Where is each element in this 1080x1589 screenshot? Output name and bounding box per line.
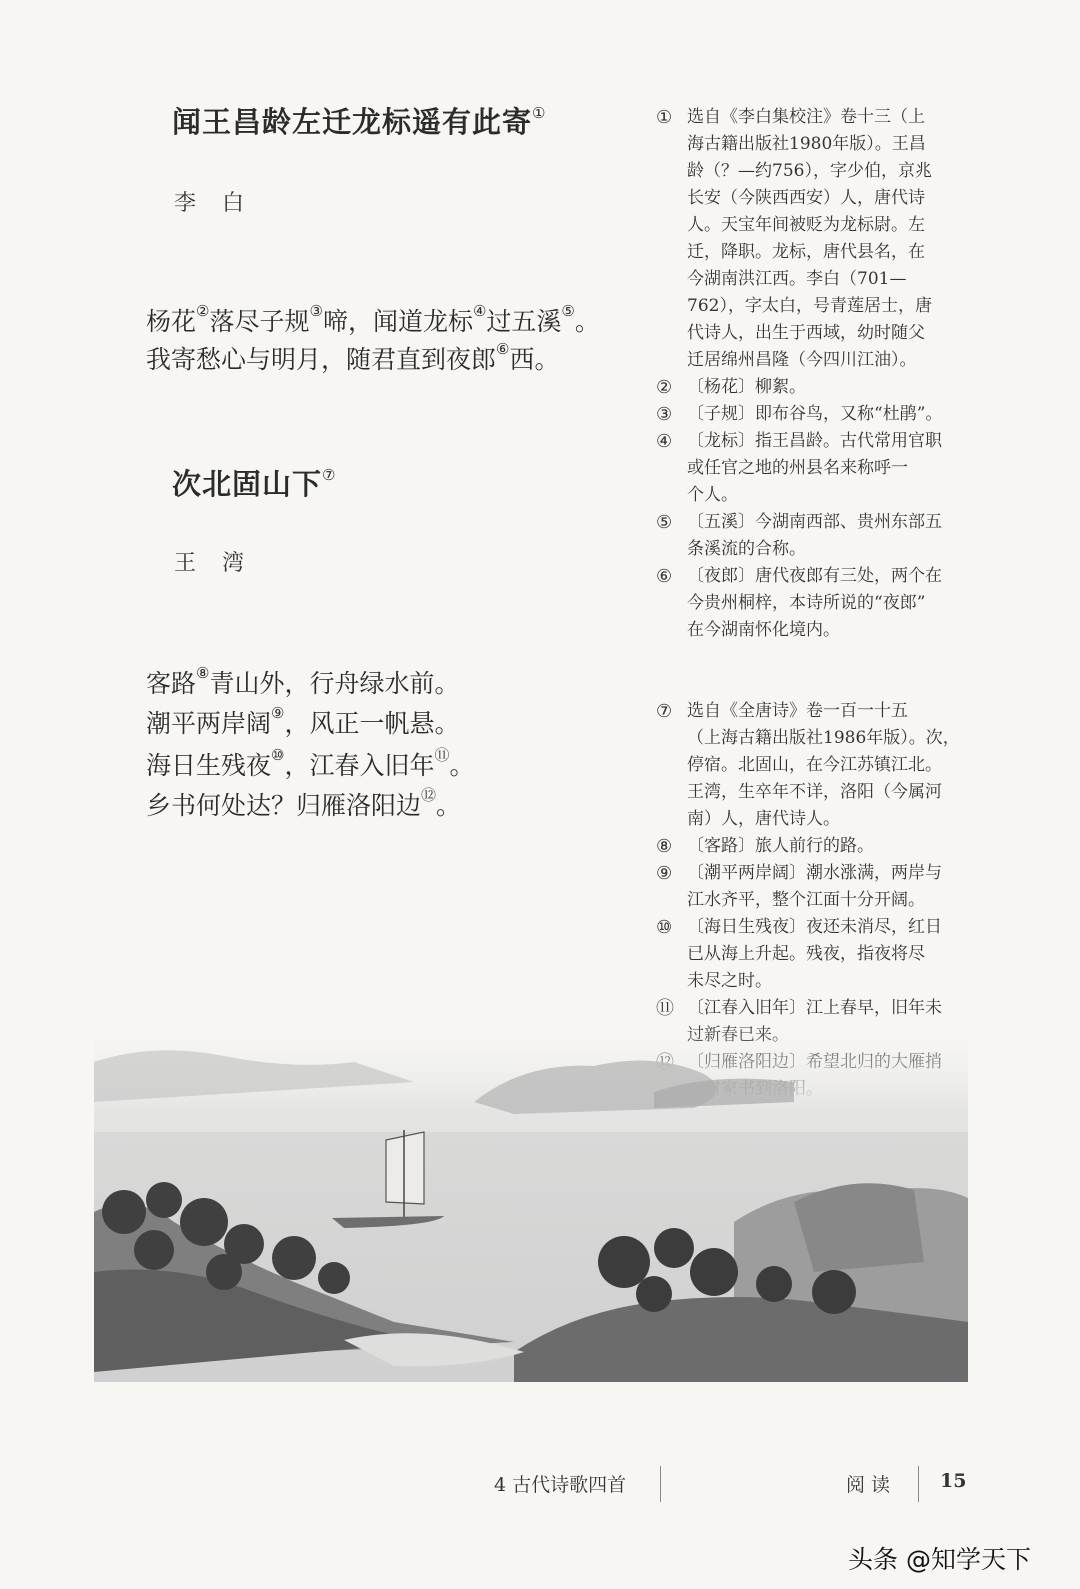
footnote-line: 〔潮平两岸阔〕潮水涨满，两岸与: [687, 863, 942, 883]
footnote-line: 王湾，生卒年不详，洛阳（今属河: [687, 782, 942, 802]
footnote-line: 未尽之时。: [687, 971, 772, 991]
footnote-text: [687, 563, 968, 644]
footnote-number: ⑦: [656, 701, 673, 722]
footnote-text: [687, 428, 968, 509]
footnote-number: ②: [656, 377, 673, 398]
footnote: [656, 563, 968, 644]
poem2-line-3: [146, 744, 475, 782]
notes-poem1: [656, 104, 968, 644]
footnote-line: 今湖南洪江西。李白（701—: [687, 269, 907, 289]
poem2-title: [172, 462, 336, 503]
poem-text: 杨花: [146, 307, 197, 336]
poem-text: 潮平两岸阔: [146, 709, 272, 738]
footnote: [656, 374, 968, 401]
note-marker: ⑧: [196, 664, 210, 682]
footnote-text: [687, 914, 968, 995]
poem-text: 青山外，行舟绿水前。: [209, 669, 460, 698]
footnote-line: 在今湖南怀化境内。: [687, 620, 840, 640]
footnote-number: ⑤: [656, 512, 673, 533]
footnote-line: 〔夜郎〕唐代夜郎有三处，两个在: [687, 566, 942, 586]
note-marker: ⑥: [496, 340, 510, 358]
footnote-line: 龄（？—约756），字少伯，京兆: [687, 161, 932, 181]
footnote-line: 江水齐平，整个江面十分开阔。: [687, 890, 925, 910]
note-marker: ⑤: [561, 302, 575, 320]
footnote-number: ⑧: [656, 836, 673, 857]
poem-text: 客路: [146, 669, 197, 698]
footnote-line: 长安（今陕西西安）人，唐代诗: [687, 188, 925, 208]
poem2-author: 王湾: [174, 551, 271, 576]
footnote-line: 条溪流的合称。: [687, 539, 806, 559]
footnote-number: ①: [656, 107, 673, 128]
footnote-line: 选自《李白集校注》卷十三（上: [687, 107, 925, 127]
footnote-line: 人。天宝年间被贬为龙标尉。左: [687, 215, 925, 235]
note-marker: ⑨: [271, 704, 285, 722]
footnote-line: 南）人，唐代诗人。: [687, 809, 840, 829]
footnote-text: [687, 104, 968, 374]
footnote-text: [687, 860, 968, 914]
footnote-line: 今贵州桐梓，本诗所说的“夜郎”: [687, 593, 926, 613]
note-marker: ②: [196, 302, 210, 320]
footnote-line: 762），字太白，号青莲居士，唐: [687, 296, 932, 316]
footnote-line: 迁居绵州昌隆（今四川江油）。: [687, 350, 917, 370]
footnote-line: 海古籍出版社1980年版）。王昌: [687, 134, 926, 154]
page-number: 15: [940, 1470, 967, 1492]
footnote-line: 迁，降职。龙标，唐代县名，在: [687, 242, 925, 262]
poem1-line-2: [146, 340, 559, 376]
footnote-line: 〔客路〕旅人前行的路。: [687, 836, 874, 856]
poem-text: ，江春入旧年: [284, 751, 435, 780]
footnote: [656, 401, 968, 428]
footnote: [656, 833, 968, 860]
footnote-line: 代诗人，出生于西域，幼时随父: [687, 323, 925, 343]
footnote-text: [687, 374, 968, 401]
note-marker: ④: [472, 302, 487, 320]
footnote: [656, 104, 968, 374]
poem-text: 。: [574, 307, 600, 336]
poem-text: 乡书何处达？归雁洛阳边: [146, 791, 422, 820]
footnote-line: 〔江春入旧年〕江上春早，旧年未: [687, 998, 942, 1018]
poem-text: 。: [436, 791, 462, 820]
footer-divider-right: [918, 1466, 919, 1502]
note-marker: ⑩: [271, 746, 285, 764]
footnote-number: ⑪: [656, 998, 674, 1019]
footnote-line: 已从海上升起。残夜，指夜将尽: [687, 944, 925, 964]
footer-divider-left: [660, 1466, 661, 1502]
footnote-line: 〔海日生残夜〕夜还未消尽，红日: [687, 917, 942, 937]
footer-lesson: 4 古代诗歌四首: [494, 1474, 627, 1496]
poem2-line-4: [146, 784, 461, 822]
footer-section: 阅 读: [846, 1474, 891, 1496]
footnote-number: ④: [656, 431, 673, 452]
poem2-line-2: [146, 704, 459, 740]
poem-text: 啼，闻道龙标: [322, 307, 473, 336]
footnote-line: （上海古籍出版社1986年版）。次，: [687, 728, 960, 748]
poem2-title-text: 次北固山下: [172, 467, 323, 501]
poem-text: 落尽子规: [209, 307, 310, 336]
footnote-text: [687, 401, 968, 428]
landscape-painting: [94, 1022, 968, 1382]
footnote-line: 〔杨花〕柳絮。: [687, 377, 806, 397]
poem-text: 西。: [509, 345, 560, 374]
footnote-line: 停宿。北固山，在今江苏镇江北。: [687, 755, 942, 775]
poem1-title: [172, 100, 546, 141]
note-marker: ③: [309, 302, 323, 320]
poem-text: 过五溪: [486, 307, 562, 336]
footnote-number: ⑥: [656, 566, 673, 587]
footnote-number: ⑩: [656, 917, 673, 938]
poem2-title-note: ⑦: [322, 466, 337, 484]
footnote: [656, 509, 968, 563]
poem1-line-1: [146, 302, 600, 338]
watermark: 头条 @知学天下: [848, 1545, 1031, 1574]
poem2-line-1: [146, 664, 459, 700]
poem-text: 。: [449, 751, 475, 780]
footnote-line: 〔五溪〕今湖南西部、贵州东部五: [687, 512, 942, 532]
poem1-title-text: 闻王昌龄左迁龙标遥有此寄: [172, 105, 533, 139]
footnote-number: ③: [656, 404, 673, 425]
footnote: [656, 698, 968, 833]
poem1-title-note: ①: [532, 104, 547, 122]
footnote-text: [687, 833, 968, 860]
note-marker: ⑫: [421, 786, 437, 804]
poem-text: ，风正一帆悬。: [284, 709, 460, 738]
poem-text: 海日生残夜: [146, 751, 272, 780]
footnote-number: ⑨: [656, 863, 673, 884]
footnote-line: 个人。: [687, 485, 738, 505]
footnote: [656, 860, 968, 914]
poem1-author: 李白: [174, 191, 271, 216]
poem-text: 我寄愁心与明月，随君直到夜郎: [146, 345, 497, 374]
footnote-line: 或任官之地的州县名来称呼一: [687, 458, 908, 478]
footnote-text: [687, 698, 968, 833]
note-marker: ⑪: [434, 746, 450, 764]
footnote: [656, 914, 968, 995]
footnote: [656, 428, 968, 509]
footnote-text: [687, 509, 968, 563]
footnote-line: 选自《全唐诗》卷一百一十五: [687, 701, 908, 721]
footnote-line: 〔子规〕即布谷鸟，又称“杜鹃”。: [687, 404, 943, 424]
footnote-line: 〔龙标〕指王昌龄。古代常用官职: [687, 431, 942, 451]
